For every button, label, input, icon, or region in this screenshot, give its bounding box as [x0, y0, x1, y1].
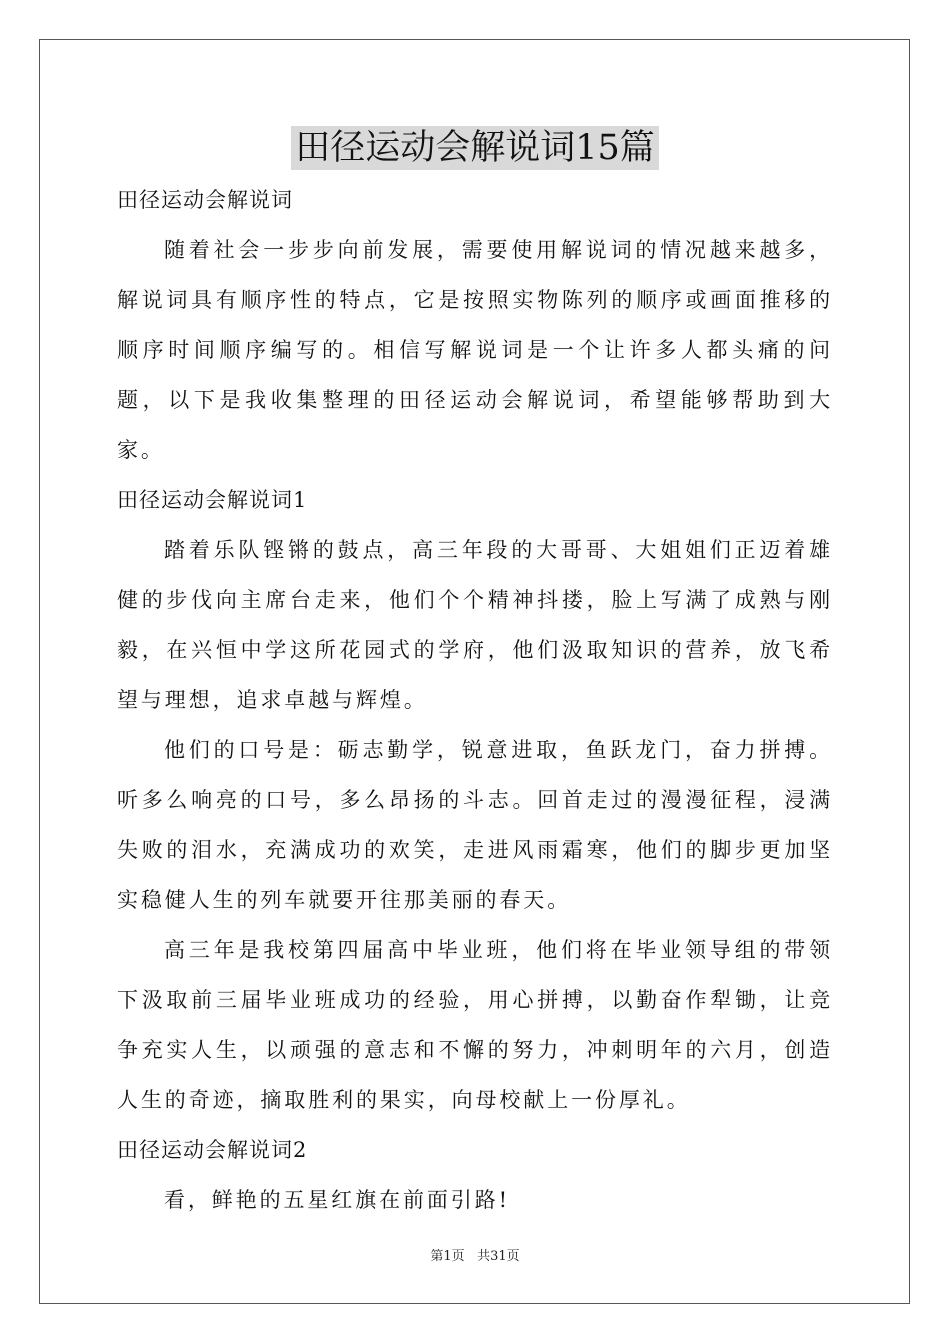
paragraph: 踏着乐队铿锵的鼓点，高三年段的大哥哥、大姐姐们正迈着雄健的步伐向主席台走来，他们个个精神抖搂，脸上写满了成熟与刚毅，在兴恒中学这所花园式的学府，他们汲取知识的营养，放飞希望与理想，追求卓越与辉煌。 — [117, 538, 833, 712]
title-container — [0, 126, 950, 170]
paragraph: 他们的口号是：砺志勤学，锐意进取，鱼跃龙门，奋力拼搏。听多么响亮的口号，多么昂扬的斗志。回首走过的漫漫征程，浸满失败的泪水，充满成功的欢笑，走进风雨霜寒，他们的脚步更加坚实稳健人生的列车就要开往那美丽的春天。 — [117, 738, 833, 912]
page-total: 共31页 — [477, 1249, 520, 1264]
page-footer — [0, 1249, 950, 1265]
document-body — [117, 175, 833, 1225]
paragraph: 随着社会一步步向前发展，需要使用解说词的情况越来越多，解说词具有顺序性的特点，它是按照实物陈列的顺序或画面推移的顺序时间顺序编写的。相信写解说词是一个让许多人都头痛的问题，以下是我收集整理的田径运动会解说词，希望能够帮助到大家。 — [117, 238, 833, 462]
section-heading: 田径运动会解说词 — [117, 188, 293, 212]
section-heading: 田径运动会解说词1 — [117, 488, 308, 512]
page-number: 第1页 — [430, 1249, 465, 1264]
document-title: 田径运动会解说词15篇 — [291, 126, 659, 170]
paragraph: 高三年是我校第四届高中毕业班，他们将在毕业领导组的带领下汲取前三届毕业班成功的经验，用心拼搏，以勤奋作犁锄，让竞争充实人生，以顽强的意志和不懈的努力，冲刺明年的六月，创造人生的奇迹，摘取胜利的果实，向母校献上一份厚礼。 — [117, 938, 833, 1112]
section-heading: 田径运动会解说词2 — [117, 1138, 308, 1162]
paragraph: 看，鲜艳的五星红旗在前面引路! — [164, 1188, 510, 1212]
